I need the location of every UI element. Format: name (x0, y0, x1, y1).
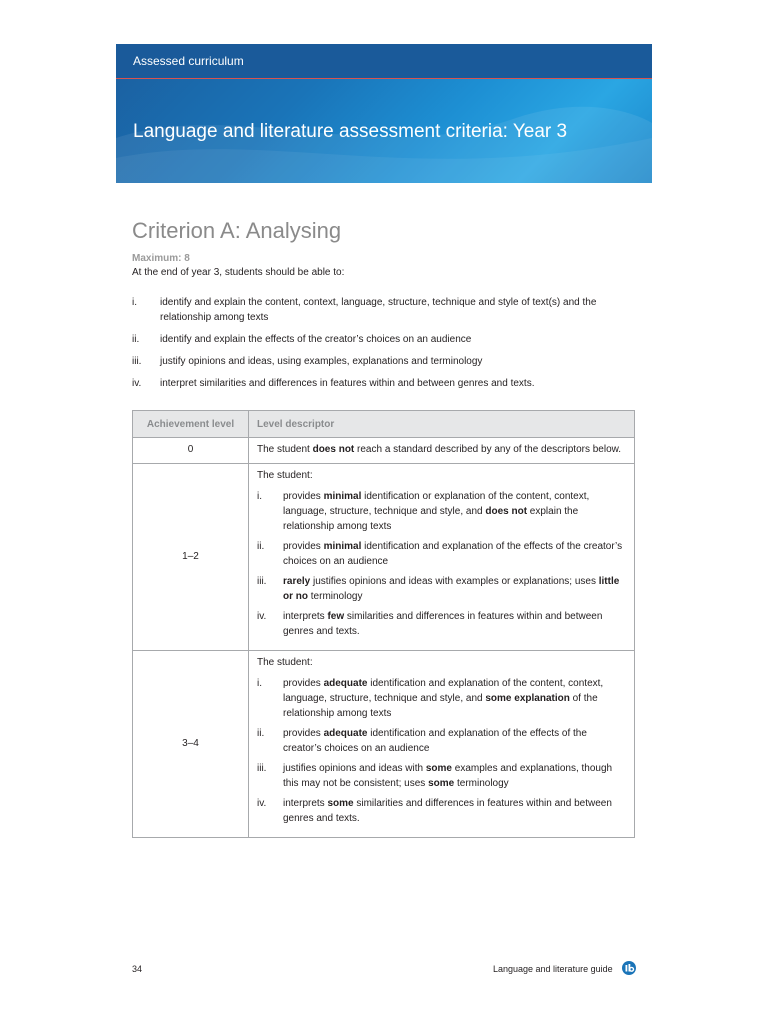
objective-item (132, 354, 642, 369)
objective-item (132, 295, 642, 325)
descriptor-item (257, 539, 626, 569)
table-header-row (133, 411, 635, 438)
ib-logo-icon (622, 961, 636, 975)
emphasis-text: does not (485, 506, 528, 517)
descriptor-number: iv. (257, 798, 267, 809)
objective-number: iv. (132, 378, 142, 389)
objective-item (132, 332, 642, 347)
emphasis-text: minimal (323, 491, 362, 502)
emphasis-text: some (425, 763, 452, 774)
objective-text: justify opinions and ideas, using examples, explanations and terminology (160, 356, 483, 367)
descriptor-item (257, 796, 626, 826)
descriptor-text-run: terminology (454, 778, 509, 789)
descriptor-number: ii. (257, 728, 265, 739)
objective-item (132, 376, 642, 391)
emphasis-text: adequate (323, 678, 368, 689)
emphasis-text: rarely (283, 576, 311, 587)
descriptor-text-run: interprets (283, 798, 328, 809)
descriptor-item-text (283, 539, 626, 569)
descriptor-item (257, 609, 626, 639)
achievement-level: 1–2 (133, 464, 249, 651)
table-row (133, 651, 635, 838)
criterion-title: Criterion A: Analysing (132, 218, 342, 243)
descriptor-text-run: identification and explanation of the effects of the creator’s choices on an audience (283, 728, 587, 754)
descriptor-text-run: provides (283, 678, 324, 689)
descriptor-intro: The student: (257, 470, 313, 481)
descriptor-text-run: identification and explanation of the content, context, language, structure, technique and style, and (283, 678, 604, 704)
emphasis-text: some (428, 778, 455, 789)
section-label: Assessed curriculum (133, 54, 244, 68)
level-descriptor (249, 651, 635, 838)
descriptor-item (257, 574, 626, 604)
descriptor-text-run: justifies opinions and ideas with examples or explanations; uses (310, 576, 599, 587)
objective-number: iii. (132, 356, 142, 367)
descriptor-text-run: identification or explanation of the content, context, language, structure, technique and style, and (283, 491, 590, 517)
achievement-level: 3–4 (133, 651, 249, 838)
descriptor-number: iii. (257, 763, 267, 774)
descriptor-text-run: interprets (283, 611, 328, 622)
emphasis-text: some (327, 798, 354, 809)
descriptor-item (257, 761, 626, 791)
descriptor-item (257, 726, 626, 756)
emphasis-text: little or no (283, 576, 620, 602)
objective-number: i. (132, 297, 137, 308)
header-level-descriptor: Level descriptor (249, 411, 635, 438)
objectives-list (132, 295, 642, 398)
banner-section-bar (116, 44, 652, 79)
objective-text: interpret similarities and differences in features within and between genres and texts. (160, 378, 535, 389)
descriptor-item-text (283, 609, 626, 639)
descriptor-intro: The student: (257, 657, 313, 668)
descriptor-number: iv. (257, 611, 267, 622)
achievement-level: 0 (133, 438, 249, 464)
footer-guide-title: Language and literature guide (493, 964, 613, 974)
descriptor-text-run: identification and explanation of the effects of the creator’s choices on an audience (283, 541, 623, 567)
criterion-maximum: Maximum: 8 (132, 253, 190, 264)
descriptor-number: ii. (257, 541, 265, 552)
descriptor-item-text (283, 676, 626, 721)
descriptor-text-run: similarities and differences in features within and between genres and texts. (283, 798, 612, 824)
objective-text: identify and explain the effects of the creator’s choices on an audience (160, 334, 472, 345)
descriptor-text-run: similarities and differences in features within and between genres and texts. (283, 611, 603, 637)
descriptor-text-run: examples and explanations, though this may not be consistent; uses (283, 763, 613, 789)
descriptor-item-text (283, 574, 626, 604)
level-descriptor (249, 438, 635, 464)
descriptor-item-text (283, 726, 626, 756)
emphasis-text: some explanation (485, 693, 570, 704)
emphasis-text: does not (312, 444, 355, 455)
table-row (133, 464, 635, 651)
page-title: Language and literature assessment criteria: Year 3 (133, 121, 568, 142)
descriptor-text-run: explain the relationship among texts (283, 506, 579, 532)
descriptor-text-run: provides (283, 728, 324, 739)
descriptor-number: iii. (257, 576, 267, 587)
descriptor-text-run: provides (283, 541, 324, 552)
descriptor-text-run: of the relationship among texts (283, 693, 598, 719)
assessment-table (132, 410, 635, 838)
header-banner (116, 44, 652, 183)
table-row (133, 438, 635, 464)
descriptor-text-run: justifies opinions and ideas with (283, 763, 426, 774)
page-number: 34 (132, 964, 143, 974)
descriptor-number: i. (257, 678, 262, 689)
descriptor-item-text (283, 761, 626, 791)
objective-text: identify and explain the content, context, language, structure, technique and style of text(s) and the relationship among texts (160, 297, 597, 323)
header-achievement-level: Achievement level (133, 411, 249, 438)
descriptor-number: i. (257, 491, 262, 502)
descriptor-text-run: reach a standard described by any of the descriptors below. (354, 444, 622, 455)
descriptor-item-text (283, 489, 626, 534)
descriptor-item (257, 489, 626, 534)
descriptor-text-run: terminology (308, 591, 363, 602)
level-descriptor (249, 464, 635, 651)
descriptor-text-run: provides (283, 491, 324, 502)
objective-number: ii. (132, 334, 140, 345)
criterion-intro: At the end of year 3, students should be able to: (132, 267, 345, 278)
descriptor-text-run: The student (257, 444, 313, 455)
descriptor-text (257, 442, 626, 457)
descriptor-item (257, 676, 626, 721)
emphasis-text: minimal (323, 541, 362, 552)
emphasis-text: few (327, 611, 345, 622)
emphasis-text: adequate (323, 728, 368, 739)
descriptor-item-text (283, 796, 626, 826)
